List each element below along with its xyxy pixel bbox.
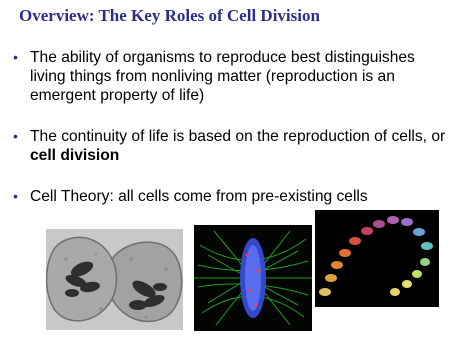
bullet-text-plain: The continuity of life is based on the reproduction of cells, or: [30, 128, 446, 145]
micrograph-image: [46, 229, 183, 330]
bullet-text: [30, 127, 450, 165]
stages-image: [315, 210, 439, 307]
bullet-marker: •: [13, 188, 18, 204]
spindle-image: [194, 225, 312, 331]
dividing-cell-micrograph: [46, 229, 183, 330]
bullet-marker: •: [13, 128, 18, 144]
bullet-text: Cell Theory: all cells come from pre-existing cells: [30, 188, 368, 205]
mitosis-stages-series: [315, 210, 439, 307]
slide-title: Overview: The Key Roles of Cell Division: [19, 6, 320, 25]
bullet-marker: •: [13, 49, 18, 65]
mitotic-spindle-fluorescence: [194, 225, 312, 331]
bullet-text-emphasis: cell division: [30, 147, 120, 164]
bullet-text: The ability of organisms to reproduce best distinguishes living things from nonliving matter (reproduction is an emergent property of life): [30, 49, 415, 104]
